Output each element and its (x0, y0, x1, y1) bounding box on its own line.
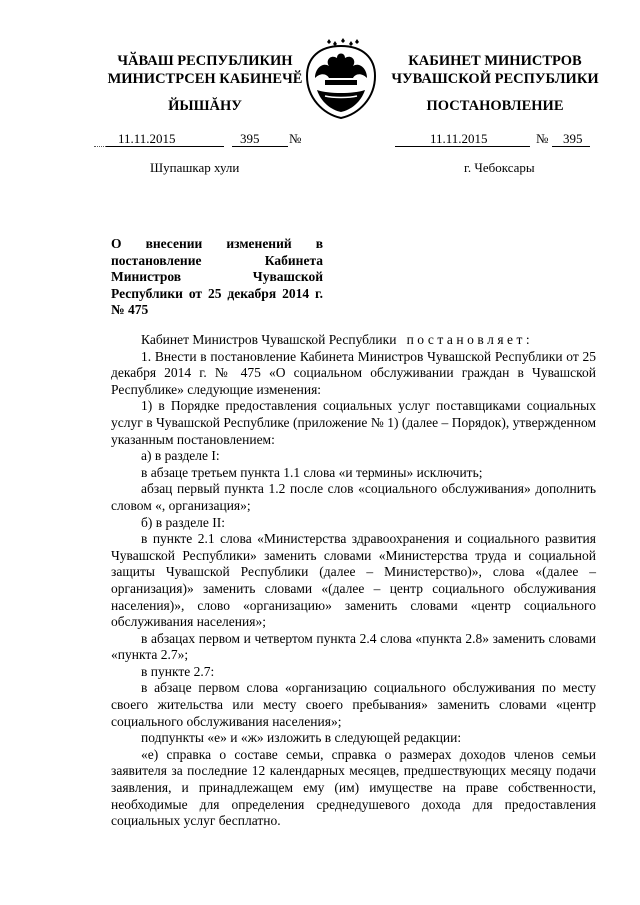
left-date-underline (106, 146, 224, 147)
left-date: 11.11.2015 (118, 131, 176, 146)
right-number-sign: № (536, 131, 549, 146)
right-number-underline (552, 146, 590, 147)
right-number: 395 (563, 131, 583, 146)
right-city: г. Чебоксары (464, 160, 535, 175)
intro-decree: постановляет: (406, 332, 534, 347)
intro-paragraph (111, 332, 596, 349)
body-paragraph: б) в разделе II: (141, 514, 226, 530)
body-paragraph: абзац первый пункта 1.2 после слов «социального обслуживания» дополнить словом «, организация»; (111, 481, 596, 513)
left-city: Шупашкар хули (150, 160, 240, 175)
right-doc-type: ПОСТАНОВЛЕНИЕ (426, 98, 564, 114)
body-paragraph: в пункте 2.7: (141, 663, 215, 679)
left-number: 395 (240, 131, 260, 146)
body-paragraph: 1) в Порядке предоставления социальных услуг поставщиками социальных услуг в Чувашской Республике (приложение № 1) (далее – Порядок), утвержденном указанным постановлением: (111, 398, 596, 447)
right-header-line2: ЧУВАШСКОЙ РЕСПУБЛИКИ (391, 71, 599, 87)
left-header-line1: ЧӐВАШ РЕСПУБЛИКИН (117, 53, 293, 69)
right-date-underline (395, 146, 530, 147)
body-paragraph: в абзацах первом и четвертом пункта 2.4 слова «пункта 2.8» заменить словами «пункта 2.7»; (111, 630, 596, 663)
document-body (111, 332, 596, 830)
body-paragraph: подпункты «е» и «ж» изложить в следующей редакции: (141, 730, 462, 746)
document-title: О внесении изменений в постановление Кабинета Министров Чувашской Республики от 25 декабря 2014 г. № 475 (111, 236, 323, 317)
body-paragraph: в абзаце первом слова «организацию социального обслуживания по месту своего жительства или месту своего пребывания» заменить словами «центр социального обслуживания населения»; (111, 680, 596, 729)
body-paragraph: 1. Внести в постановление Кабинета Министров Чувашской Республики от 25 декабря 2014 г. № 475 «О социальном обслуживании граждан в Чувашской Республике» следующие изменения: (111, 348, 596, 397)
body-paragraph: а) в разделе I: (141, 448, 220, 464)
body-paragraph: в пункте 2.1 слова «Министерства здравоохранения и социального развития Чувашской Республики» заменить словами «Министерства труда и социальной защиты Чувашской Республики (далее – Министерство)», слова «(далее – организация)» заменить словами «(далее – центр социального обслуживания населения)», слово «организацию» заменить словами «центр социального обслуживания населения»; (111, 531, 596, 630)
body-paragraph: в абзаце третьем пункта 1.1 слова «и термины» исключить; (141, 464, 483, 480)
left-date-leader (94, 146, 106, 147)
left-number-underline (232, 146, 288, 147)
left-header-line2: МИНИСТРСЕН КАБИНЕЧӖ (107, 71, 303, 87)
body-paragraph: «е) справка о составе семьи, справка о размерах доходов членов семьи заявителя за последние 12 календарных месяцев, предшествующих месяцу подачи заявления, и принадлежащем ему (им) имуществе на праве собственности, необходимые для определения среднедушевого дохода для предоставления социальных услуг бесплатно. (111, 746, 596, 829)
coat-of-arms-emblem (303, 38, 379, 120)
right-date: 11.11.2015 (430, 131, 488, 146)
left-number-sign: № (289, 131, 302, 146)
right-header (380, 52, 610, 88)
right-header-line1: КАБИНЕТ МИНИСТРОВ (408, 53, 582, 69)
left-doc-type: ЙЫШĂНУ (168, 98, 242, 114)
left-header (95, 52, 315, 88)
intro-prefix: Кабинет Министров Чувашской Республики (141, 332, 397, 347)
